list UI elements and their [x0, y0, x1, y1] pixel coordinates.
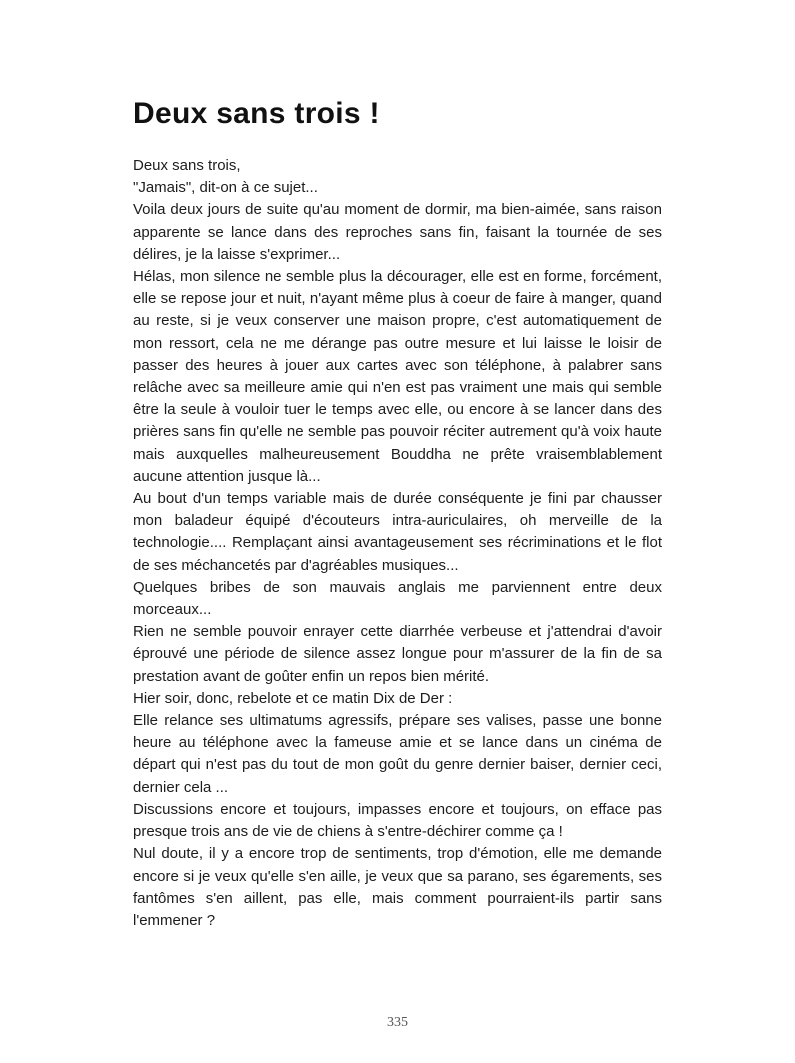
paragraph: Deux sans trois, — [133, 157, 241, 174]
paragraph: Voila deux jours de suite qu'au moment de dormir, ma bien-aimée, sans raison apparente se lance dans des reproches sans fin, faisant la tournée de ses délires, je la laisse s'exprimer... — [133, 201, 662, 263]
paragraph: "Jamais", dit-on à ce sujet... — [133, 179, 318, 197]
body-text — [133, 155, 662, 932]
paragraph: Elle relance ses ultimatums agressifs, prépare ses valises, passe une bonne heure au téléphone avec la fameuse amie et se lance dans un cinéma de départ qui n'est pas du tout de mon goût du genre dernier baiser, dernier ceci, dernier cela ... — [133, 712, 662, 796]
paragraph: Au bout d'un temps variable mais de durée conséquente je fini par chausser mon baladeur équipé d'écouteurs intra-auriculaires, oh merveille de la technologie.... Remplaçant ainsi avantageusement ses récriminations et le flot de ses méchancetés par d'agréables musiques... — [133, 490, 662, 574]
paragraph: Rien ne semble pouvoir enrayer cette diarrhée verbeuse et j'attendrai d'avoir éprouvé une période de silence assez longue pour m'assurer de la fin de sa prestation avant de goûter enfin un repos bien mérité. — [133, 623, 662, 685]
page-number: 335 — [387, 1015, 408, 1030]
paragraph: Hier soir, donc, rebelote et ce matin Dix de Der : — [133, 689, 453, 707]
paragraph: Discussions encore et toujours, impasses encore et toujours, on efface pas presque trois ans de vie de chiens à s'entre-déchirer comme ça ! — [133, 800, 662, 841]
paragraph: Nul doute, il y a encore trop de sentiments, trop d'émotion, elle me demande encore si je veux qu'elle s'en aille, je veux que sa parano, ses égarements, ses fantômes s'en aillent, pas elle, mais comment pourraient-ils partir sans l'emmener ? — [133, 845, 662, 929]
paragraph: Hélas, mon silence ne semble plus la décourager, elle est en forme, forcément, elle se repose jour et nuit, n'ayant même plus à coeur de faire à manger, quand au reste, si je veux conserver une maison propre, c'est automatiquement de mon ressort, cela ne me dérange pas outre mesure et lui laisse le loisir de passer des heures à jouer aux cartes avec son téléphone, à palabrer sans relâche avec sa meilleure amie qui n'en est pas vraiment une mais qui semble être la seule à vouloir tuer le temps avec elle, ou encore à se lancer dans des prières sans fin qu'elle ne semble pas pouvoir réciter autrement qu'à voix haute mais auxquelles malheureusement Bouddha ne prête vraisemblablement aucune attention jusque là... — [133, 268, 662, 485]
paragraph: Quelques bribes de son mauvais anglais me parviennent entre deux morceaux... — [133, 578, 662, 619]
page-title: Deux sans trois ! — [133, 97, 380, 130]
